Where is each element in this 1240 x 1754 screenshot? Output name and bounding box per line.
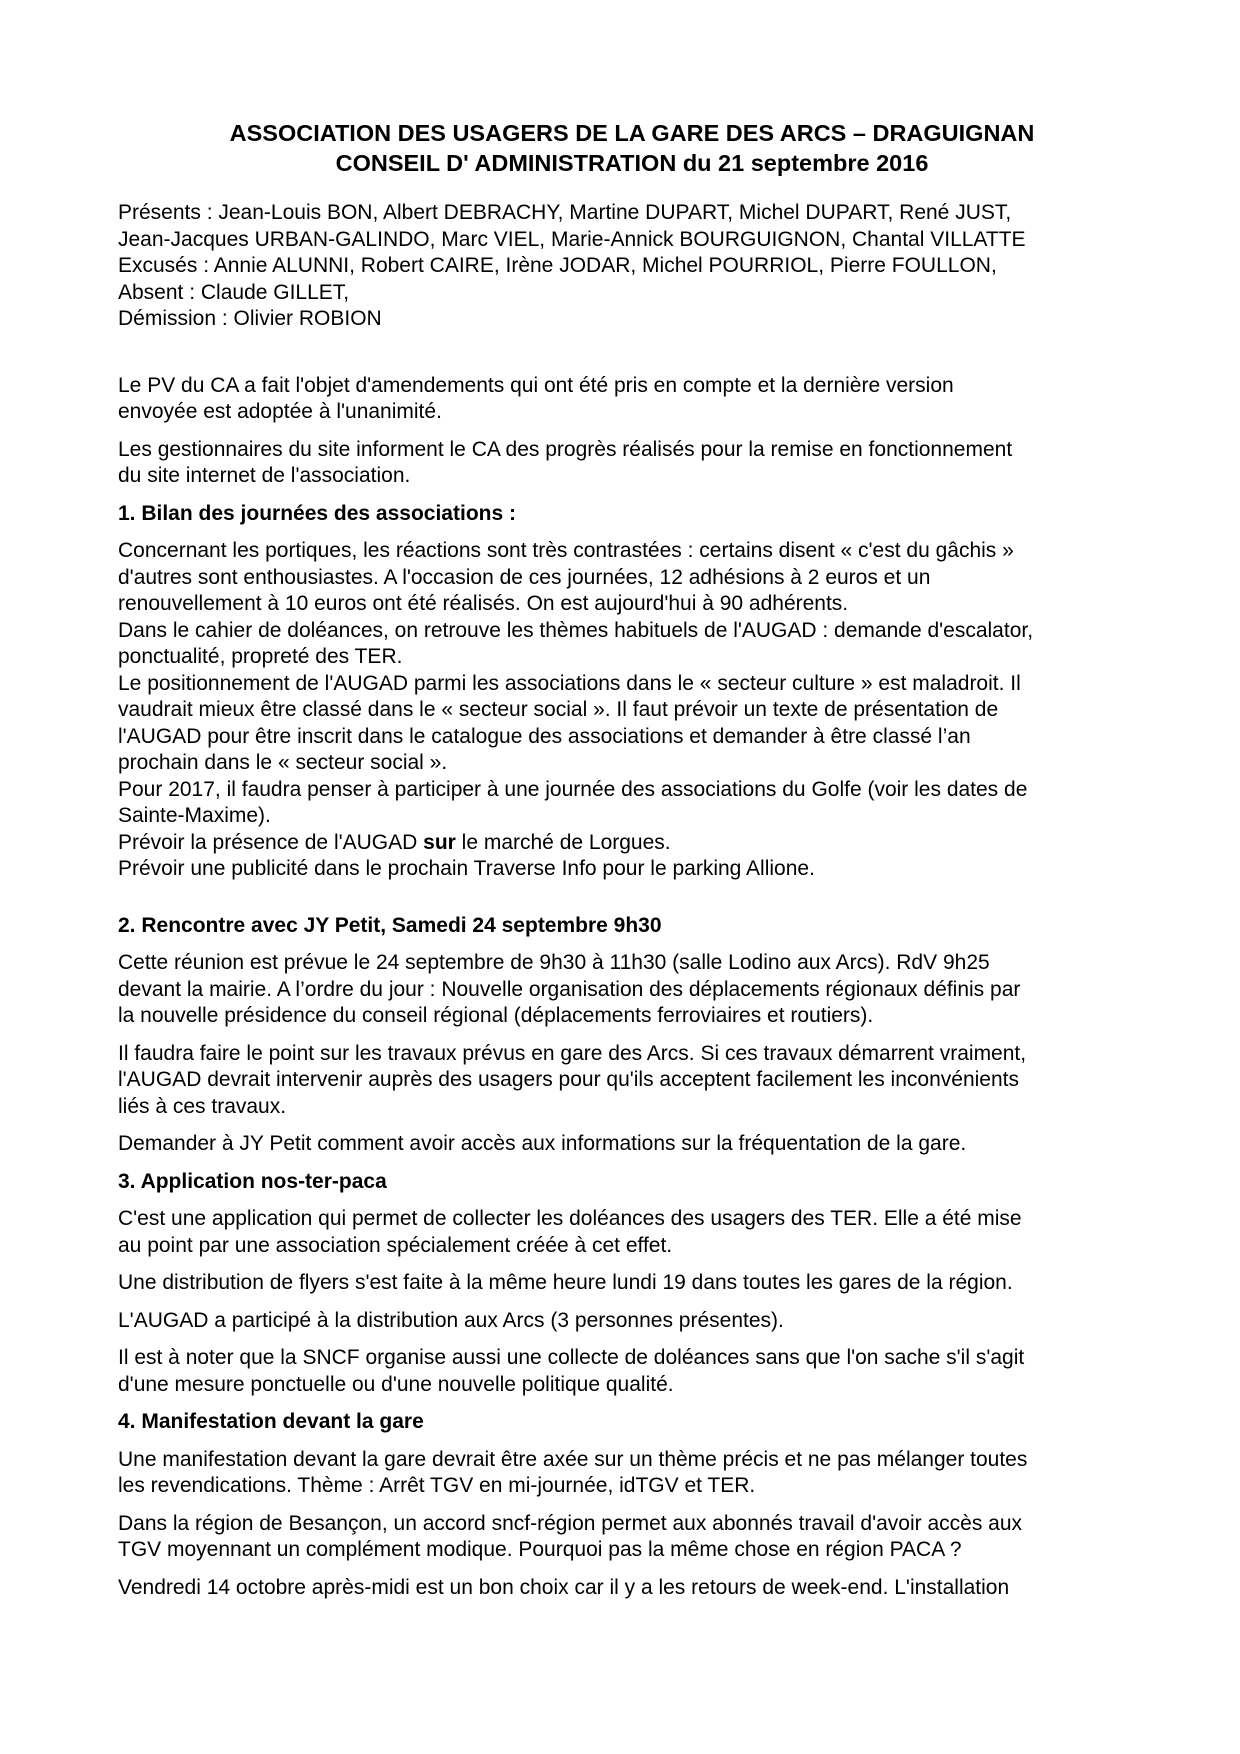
section-3-paragraph-4 [118,1345,1140,1398]
intro-paragraph-pv [118,373,1140,426]
text-line: Demander à JY Petit comment avoir accès aux informations sur la fréquentation de la gare. [118,1132,967,1155]
text-line: Le PV du CA a fait l'objet d'amendements qui ont été pris en compte et la dernière version [118,373,954,397]
section-3-paragraph-2 [118,1270,1140,1297]
section-3-heading: 3. Application nos-ter-paca [118,1169,387,1193]
text-line: devant la mairie. A l’ordre du jour : Nouvelle organisation des déplacements régionaux définis par [118,977,1021,1001]
attendance-absent-line: Absent : Claude GILLET, [118,280,350,304]
text-span: le marché de Lorgues. [455,830,671,854]
attendance-excused-line: Excusés : Annie ALUNNI, Robert CAIRE, Irène JODAR, Michel POURRIOL, Pierre FOULLON, [118,254,997,277]
text-line: Vendredi 14 octobre après-midi est un bon choix car il y a les retours de week-end. L'installation [118,1575,1010,1599]
text-line: ponctualité, propreté des TER. [118,645,403,668]
text-line: prochain dans le « secteur social ». [118,751,448,774]
text-line: TGV moyennant un complément modique. Pourquoi pas la même chose en région PACA ? [118,1538,962,1561]
text-line: Il faudra faire le point sur les travaux prévus en gare des Arcs. Si ces travaux démarrent vraiment, [118,1041,1027,1065]
section-1-body [118,538,1140,883]
section-4-paragraph-3 [118,1575,1140,1602]
text-line: au point par une association spécialement créée à cet effet. [118,1233,673,1257]
text-line: L'AUGAD a participé à la distribution aux Arcs (3 personnes présentes). [118,1308,784,1332]
text-line: Pour 2017, il faudra penser à participer à une journée des associations du Golfe (voir les dates de [118,777,1028,801]
text-line: Concernant les portiques, les réactions sont très contrastées : certains disent « c'est du gâchis » [118,539,1014,562]
section-4-heading: 4. Manifestation devant la gare [118,1410,424,1433]
text-line: envoyée est adoptée à l'unanimité. [118,400,442,423]
section-2-paragraph-2 [118,1041,1140,1121]
bold-word: sur [423,830,456,854]
title-line-2: CONSEIL D' ADMINISTRATION du 21 septembre 2016 [335,150,929,176]
text-line: d'autres sont enthousiastes. A l'occasion de ces journées, 12 adhésions à 2 euros et un [118,565,931,589]
text-span: Prévoir la présence de l'AUGAD [118,830,424,854]
attendance-present-line-2: Jean-Jacques URBAN-GALINDO, Marc VIEL, Marie-Annick BOURGUIGNON, Chantal VILLATTE [118,227,1026,251]
text-line: l'AUGAD pour être inscrit dans le catalogue des associations et demander à être classé l’an [118,724,971,748]
text-line: Dans le cahier de doléances, on retrouve les thèmes habituels de l'AUGAD : demande d'escalator, [118,618,1034,642]
document-title [118,118,1140,178]
section-3-paragraph-1 [118,1206,1140,1259]
text-line: Une distribution de flyers s'est faite à la même heure lundi 19 dans toutes les gares de la région. [118,1271,1013,1294]
section-3-paragraph-3 [118,1308,1140,1335]
attendance-resignation-line: Démission : Olivier ROBION [118,307,382,330]
text-line: Cette réunion est prévue le 24 septembre de 9h30 à 11h30 (salle Lodino aux Arcs). RdV 9h25 [118,951,990,974]
text-line [118,830,1140,857]
text-line: la nouvelle présidence du conseil régional (déplacements ferroviaires et routiers). [118,1004,874,1027]
section-4-paragraph-2 [118,1511,1140,1564]
text-line: Une manifestation devant la gare devrait être axée sur un thème précis et ne pas mélanger toutes [118,1447,1028,1471]
text-line: renouvellement à 10 euros ont été réalisés. On est aujourd'hui à 90 adhérents. [118,592,849,615]
section-1-heading: 1. Bilan des journées des associations : [118,501,516,525]
text-line: les revendications. Thème : Arrêt TGV en mi-journée, idTGV et TER. [118,1474,756,1497]
text-line: vaudrait mieux être classé dans le « secteur social ». Il faut prévoir un texte de présentation de [118,698,999,721]
section-2-heading: 2. Rencontre avec JY Petit, Samedi 24 septembre 9h30 [118,913,662,937]
text-line: Sainte-Maxime). [118,804,271,827]
intro-paragraph-website [118,437,1140,490]
section-4-paragraph-1 [118,1447,1140,1500]
text-line: d'une mesure ponctuelle ou d'une nouvelle politique qualité. [118,1372,674,1396]
text-line: liés à ces travaux. [118,1094,287,1118]
text-line: du site internet de l'association. [118,464,411,487]
text-line: C'est une application qui permet de collecter les doléances des usagers des TER. Elle a été mise [118,1207,1022,1230]
attendance-list [118,200,1140,333]
attendance-present-line-1: Présents : Jean-Louis BON, Albert DEBRACHY, Martine DUPART, Michel DUPART, René JUST, [118,201,1012,224]
title-line-1: ASSOCIATION DES USAGERS DE LA GARE DES ARCS – DRAGUIGNAN [229,120,1035,146]
text-line: Les gestionnaires du site informent le CA des progrès réalisés pour la remise en fonctionnement [118,437,1013,461]
section-2-paragraph-3 [118,1131,1140,1158]
text-line: Il est à noter que la SNCF organise aussi une collecte de doléances sans que l'on sache s'il s'agit [118,1346,1025,1369]
text-line: Prévoir une publicité dans le prochain Traverse Info pour le parking Allione. [118,857,815,880]
text-line: Dans la région de Besançon, un accord sncf-région permet aux abonnés travail d'avoir accès aux [118,1511,1023,1535]
text-line: l'AUGAD devrait intervenir auprès des usagers pour qu'ils acceptent facilement les inconvénients [118,1068,1019,1091]
text-line: Le positionnement de l'AUGAD parmi les associations dans le « secteur culture » est maladroit. Il [118,671,1021,695]
section-2-paragraph-1 [118,950,1140,1030]
